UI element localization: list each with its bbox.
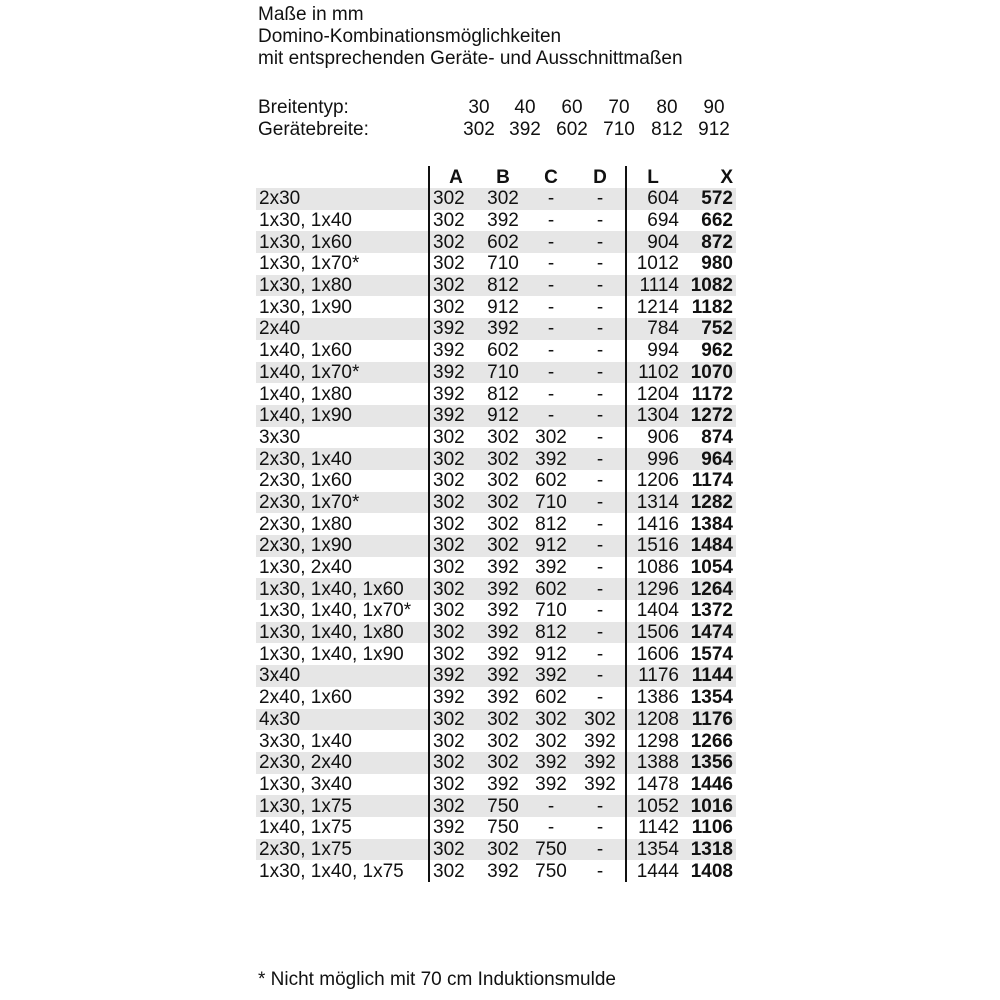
table-row [256,709,736,731]
cell-c: - [547,296,555,318]
cell-d: 392 [584,730,616,752]
cell-d: - [575,839,626,861]
cell-l: 1204 [626,383,683,405]
device-width-value: 912 [698,119,730,140]
cell-c: - [527,362,575,384]
cell-d: 392 [584,773,616,795]
cell-c: 392 [527,448,575,470]
table-row [256,752,736,774]
combination-table [256,166,736,882]
cell-a: 392 [429,405,479,427]
cell-d: - [596,426,604,448]
cell-x: 1172 [691,383,733,405]
cell-c: - [527,795,575,817]
cell-b: 392 [479,578,527,600]
cell-c: 392 [535,773,567,795]
cell-combination: 1x30, 3x40 [259,773,352,795]
cell-l: 784 [626,318,683,340]
cell-a: 392 [429,383,479,405]
cell-c: - [547,210,555,232]
cell-l: 1298 [626,730,683,752]
cell-l: 996 [626,448,683,470]
device-width-value: 302 [463,119,495,140]
cell-d: - [596,643,604,665]
width-type-value: 90 [703,97,725,118]
header-col-a: A [429,166,479,188]
cell-d: - [596,557,604,579]
cell-b: 392 [479,318,527,340]
cell-d: - [596,513,604,535]
cell-a: 302 [429,795,479,817]
cell-b: 302 [479,448,527,470]
cell-b: 302 [479,752,527,774]
cell-a: 302 [429,231,479,253]
cell-x: 1574 [690,643,733,665]
header-col-c: C [544,166,558,188]
cell-l: 1386 [626,687,683,709]
cell-l: 1606 [626,643,683,665]
cell-c: - [527,318,575,340]
table-row [256,817,736,839]
cell-a: 302 [429,622,479,644]
cell-x: 1174 [691,470,733,492]
cell-d: - [575,492,626,514]
cell-b: 710 [479,362,527,384]
table-row [256,839,736,861]
table-row [256,210,736,232]
cell-x: 980 [701,253,733,275]
cell-x: 1054 [690,557,733,579]
cell-a: 392 [429,665,479,687]
cell-l: 1314 [626,492,683,514]
cell-l: 604 [626,188,683,210]
cell-d: - [596,860,604,882]
cell-d: - [596,253,604,275]
cell-x: 1176 [683,709,736,731]
cell-a: 302 [429,557,479,579]
cell-d: 302 [575,709,626,731]
header-col-d: D [593,166,607,188]
cell-b: 392 [487,643,519,665]
cell-c: 392 [535,557,567,579]
device-width-value: 602 [556,119,588,140]
table-row [256,665,736,687]
table-row [256,535,736,557]
cell-l: 1102 [626,362,683,384]
cell-b: 392 [487,600,519,622]
cell-b: 912 [487,296,519,318]
cell-combination: 2x30, 1x90 [256,535,429,557]
cell-a: 302 [429,275,479,297]
table-row [256,362,736,384]
cell-combination: 2x40, 1x60 [259,687,352,709]
cell-x: 1016 [683,795,736,817]
cell-x: 752 [683,318,736,340]
cell-c: 750 [535,860,567,882]
table-row [256,513,736,535]
cell-d: - [596,600,604,622]
cell-combination: 1x40, 1x80 [259,383,352,405]
cell-d: - [575,275,626,297]
table-row [256,643,736,665]
cell-d: 392 [575,752,626,774]
cell-a: 302 [429,578,479,600]
cell-l: 1478 [626,774,683,796]
device-width-value: 812 [651,119,683,140]
width-type-value: 30 [468,97,490,118]
cell-x: 1354 [690,687,733,709]
cell-d: - [575,795,626,817]
table-row [256,730,736,752]
cell-c: - [527,405,575,427]
cell-combination: 2x30, 2x40 [256,752,429,774]
cell-c: 602 [527,578,575,600]
cell-l: 1114 [626,275,683,297]
cell-l: 1052 [626,795,683,817]
cell-c: - [547,383,555,405]
cell-x: 1384 [690,513,733,535]
cell-x: 1272 [683,405,736,427]
cell-b: 302 [479,535,527,557]
cell-x: 1282 [683,492,736,514]
cell-d: - [575,231,626,253]
table-row [256,448,736,470]
cell-d: - [575,188,626,210]
cell-x: 1372 [690,600,733,622]
cell-combination: 2x40 [256,318,429,340]
cell-b: 750 [487,817,519,839]
cell-a: 302 [429,513,479,535]
table-header-row [256,166,736,188]
cell-combination: 2x30 [256,188,429,210]
table-row [256,578,736,600]
cell-l: 1206 [626,470,683,492]
document-header [258,4,683,70]
cell-b: 750 [479,795,527,817]
table-row [256,253,736,275]
cell-combination: 1x40, 1x75 [259,817,352,839]
table-row [256,622,736,644]
cell-l: 1388 [626,752,683,774]
cell-b: 392 [479,622,527,644]
cell-l: 1404 [626,600,683,622]
units-note: Maße in mm [258,4,364,25]
cell-combination: 1x30, 1x40, 1x70* [259,600,412,622]
cell-b: 392 [487,557,519,579]
cell-c: - [527,231,575,253]
width-type-value: 80 [656,97,678,118]
cell-x: 1266 [690,730,733,752]
header-col-x: X [720,166,733,188]
table-row [256,296,736,318]
cell-l: 1416 [626,513,683,535]
table-row [256,492,736,514]
cell-combination: 1x30, 1x80 [256,275,429,297]
cell-c: - [527,275,575,297]
table-row [256,860,736,882]
width-type-value: 70 [608,97,630,118]
cell-x: 1446 [690,773,733,795]
cell-a: 392 [429,362,479,384]
cell-d: - [575,578,626,600]
cell-combination: 3x30, 1x40 [259,730,352,752]
cell-combination: 3x40 [256,665,429,687]
cell-b: 302 [487,513,519,535]
cell-x: 1144 [683,665,736,687]
cell-d: - [596,383,604,405]
cell-a: 302 [429,470,479,492]
cell-a: 302 [429,774,479,796]
cell-d: - [575,535,626,557]
cell-d: - [575,362,626,384]
cell-a: 392 [429,318,479,340]
cell-combination: 1x30, 1x60 [256,231,429,253]
cell-combination: 1x30, 1x40, 1x90 [259,643,404,665]
cell-c: 912 [527,535,575,557]
cell-b: 912 [479,405,527,427]
cell-x: 964 [683,448,736,470]
table-row [256,275,736,297]
cell-x: 1070 [683,362,736,384]
cell-a: 302 [429,730,479,752]
cell-combination: 1x30, 1x40, 1x80 [256,622,429,644]
cell-a: 302 [429,535,479,557]
cell-b: 602 [487,340,519,362]
cell-b: 302 [479,492,527,514]
cell-b: 392 [479,665,527,687]
cell-combination: 1x30, 1x90 [259,296,352,318]
cell-a: 302 [429,752,479,774]
cell-a: 392 [429,340,479,362]
cell-combination: 3x30 [259,426,301,448]
cell-combination: 2x30, 1x70* [256,492,429,514]
cell-x: 962 [701,340,733,362]
cell-a: 302 [429,860,479,882]
cell-x: 1082 [683,275,736,297]
cell-c: 602 [535,687,567,709]
cell-c: - [547,340,555,362]
cell-a: 302 [429,600,479,622]
cell-l: 1214 [626,296,683,318]
cell-x: 1484 [683,535,736,557]
cell-c: - [547,817,555,839]
cell-a: 392 [429,687,479,709]
cell-l: 694 [626,210,683,232]
table-row [256,188,736,210]
device-width-value: 392 [509,119,541,140]
cell-c: - [527,188,575,210]
cell-combination: 2x30, 1x75 [256,839,429,861]
table-row [256,600,736,622]
width-type-value: 60 [561,97,583,118]
header-col-b: B [496,166,510,188]
footnote: * Nicht möglich mit 70 cm Induktionsmulde [258,969,616,990]
cell-combination: 4x30 [256,709,429,731]
cell-l: 994 [626,340,683,362]
device-width-value: 710 [603,119,635,140]
cell-d: - [575,665,626,687]
cell-l: 1444 [626,860,683,882]
cell-x: 1474 [683,622,736,644]
cell-b: 812 [479,275,527,297]
cell-a: 302 [429,448,479,470]
cell-a: 302 [429,709,479,731]
cell-combination: 2x30, 1x80 [259,513,352,535]
table-row [256,231,736,253]
cell-l: 1086 [626,557,683,579]
cell-l: 1176 [626,665,683,687]
cell-combination: 2x30, 1x60 [259,470,352,492]
cell-a: 392 [429,817,479,839]
cell-a: 302 [429,492,479,514]
cell-l: 1296 [626,578,683,600]
cell-b: 392 [487,860,519,882]
cell-b: 812 [487,383,519,405]
cell-l: 1516 [626,535,683,557]
header-combination [256,166,429,188]
table-row [256,383,736,405]
cell-x: 874 [701,426,733,448]
cell-x: 1182 [691,296,733,318]
cell-x: 572 [683,188,736,210]
table-row [256,687,736,709]
cell-b: 302 [479,188,527,210]
cell-a: 302 [429,296,479,318]
cell-c: 710 [535,600,567,622]
cell-c: 302 [535,426,567,448]
cell-d: - [575,405,626,427]
cell-c: 302 [527,709,575,731]
device-width-label: Gerätebreite: [258,119,369,140]
cell-l: 904 [626,231,683,253]
cell-combination: 1x40, 1x60 [259,340,352,362]
cell-a: 302 [429,643,479,665]
header-col-l: L [626,166,683,188]
cell-l: 1142 [626,817,683,839]
cell-b: 392 [487,210,519,232]
cell-combination: 1x40, 1x70* [256,362,429,384]
cell-d: - [596,340,604,362]
cell-c: 710 [527,492,575,514]
table-row [256,427,736,449]
cell-d: - [575,318,626,340]
cell-b: 302 [487,470,519,492]
cell-d: - [596,687,604,709]
cell-d: - [596,817,604,839]
cell-c: 392 [527,665,575,687]
table-row [256,470,736,492]
cell-c: 750 [527,839,575,861]
cell-d: - [596,210,604,232]
table-row [256,774,736,796]
cell-l: 1208 [626,709,683,731]
cell-combination: 1x30, 1x75 [256,795,429,817]
cell-b: 302 [479,709,527,731]
cell-combination: 1x30, 1x70* [259,253,360,275]
width-type-value: 40 [514,97,536,118]
cell-x: 1106 [691,817,733,839]
cell-c: 912 [535,643,567,665]
cell-combination: 1x30, 2x40 [259,557,352,579]
cell-l: 906 [626,427,683,449]
cell-a: 302 [429,427,479,449]
cell-combination: 1x30, 1x40 [259,210,352,232]
cell-c: - [547,253,555,275]
cell-combination: 1x30, 1x40, 1x75 [259,860,404,882]
cell-d: - [575,448,626,470]
cell-combination: 1x30, 1x40, 1x60 [256,578,429,600]
cell-a: 302 [429,188,479,210]
cell-combination: 2x30, 1x40 [256,448,429,470]
table-row [256,405,736,427]
cell-l: 1506 [626,622,683,644]
cell-x: 662 [701,210,733,232]
cell-x: 1318 [683,839,736,861]
document-title: Domino-Kombinationsmöglichkeiten [258,26,562,47]
cell-l: 1304 [626,405,683,427]
table-row [256,557,736,579]
cell-combination: 1x40, 1x90 [256,405,429,427]
cell-d: - [575,622,626,644]
table-row [256,340,736,362]
cell-d: - [596,470,604,492]
cell-c: 812 [535,513,567,535]
cell-d: - [596,296,604,318]
cell-a: 302 [429,210,479,232]
cell-l: 1354 [626,839,683,861]
cell-c: 602 [535,470,567,492]
cell-c: 812 [527,622,575,644]
cell-b: 602 [479,231,527,253]
width-type-label: Breitentyp: [258,97,349,118]
table-row [256,795,736,817]
cell-x: 1408 [690,860,733,882]
cell-a: 302 [429,253,479,275]
document-subtitle: mit entsprechenden Geräte- und Ausschnittmaßen [258,48,683,69]
cell-b: 302 [479,839,527,861]
cell-l: 1012 [626,253,683,275]
cell-b: 302 [487,730,519,752]
cell-b: 302 [487,426,519,448]
cell-c: 302 [535,730,567,752]
cell-x: 1264 [683,578,736,600]
cell-x: 872 [683,231,736,253]
cell-b: 710 [487,253,519,275]
cell-x: 1356 [683,752,736,774]
cell-a: 302 [429,839,479,861]
cell-c: 392 [527,752,575,774]
cell-b: 392 [487,687,519,709]
table-row [256,318,736,340]
cell-b: 392 [487,773,519,795]
